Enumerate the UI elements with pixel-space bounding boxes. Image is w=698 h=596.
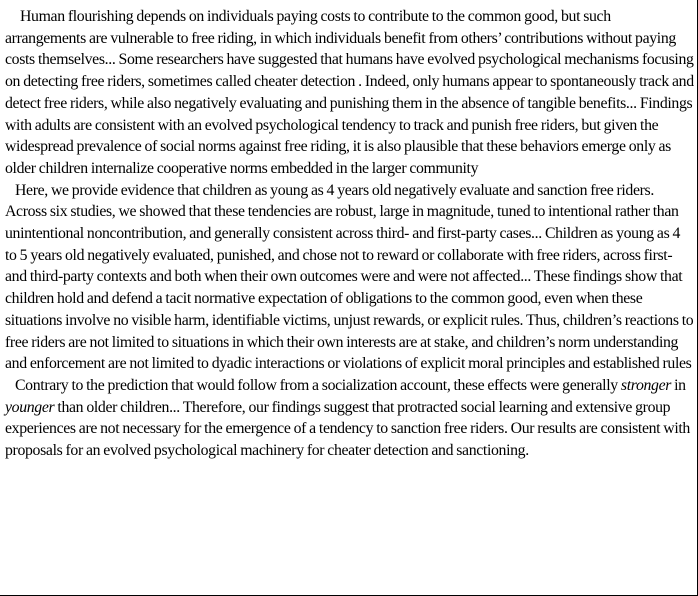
emphasis-younger: younger: [5, 398, 55, 416]
text-excerpt: [5, 6, 694, 462]
paragraph-conclusion: [5, 375, 694, 462]
paragraph-study-findings: Here, we provide evidence that children as young as 4 years old negatively evaluate and sanction free riders. Across six studies, we showed that these tendencies are robust, large in magnitude, tuned to intentional rather than unintentional noncontribution, and generally consistent across third- and first-party cases... Children as young as 4 to 5 years old negatively evaluated, punished, and chose not to reward or collaborate with free riders, across first- and third-party contexts and both when their own outcomes were and were not affected... These findings show that children hold and defend a tacit normative expectation of obligations to the common good, even when these situations involve no visible harm, identifiable victims, unjust rewards, or explicit rules. Thus, children’s reactions to free riders are not limited to situations in which their own interests are at stake, and children’s norm understanding and enforcement are not limited to dyadic interactions or violations of explicit moral principles and established rules: [5, 181, 694, 373]
conclusion-text-part-3: than older children... Therefore, our findings suggest that protracted social learning and extensive group experiences are not necessary for the emergence of a tendency to sanction free riders. Our results are consistent with proposals for an evolved psychological machinery for cheater detection and sanctioning.: [5, 398, 690, 460]
conclusion-text-part-1: Contrary to the prediction that would follow from a socialization account, these effects were generally: [15, 376, 621, 394]
emphasis-stronger: stronger: [620, 376, 672, 394]
paragraph-free-riding-background: Human flourishing depends on individuals paying costs to contribute to the common good, but such arrangements are vulnerable to free riding, in which individuals benefit from others’ contributions without paying costs themselves... Some researchers have suggested that humans have evolved psychological mechanisms focusing on detecting free riders, sometimes called cheater detection . Indeed, only humans appear to spontaneously track and detect free riders, while also negatively evaluating and punishing them in the absence of tangible benefits... Findings with adults are consistent with an evolved psychological tendency to track and punish free riders, but given the widespread prevalence of social norms against free riding, it is also plausible that these behaviors emerge only as older children internalize cooperative norms embedded in the larger community: [5, 8, 694, 177]
conclusion-text-part-2: in: [671, 376, 686, 394]
